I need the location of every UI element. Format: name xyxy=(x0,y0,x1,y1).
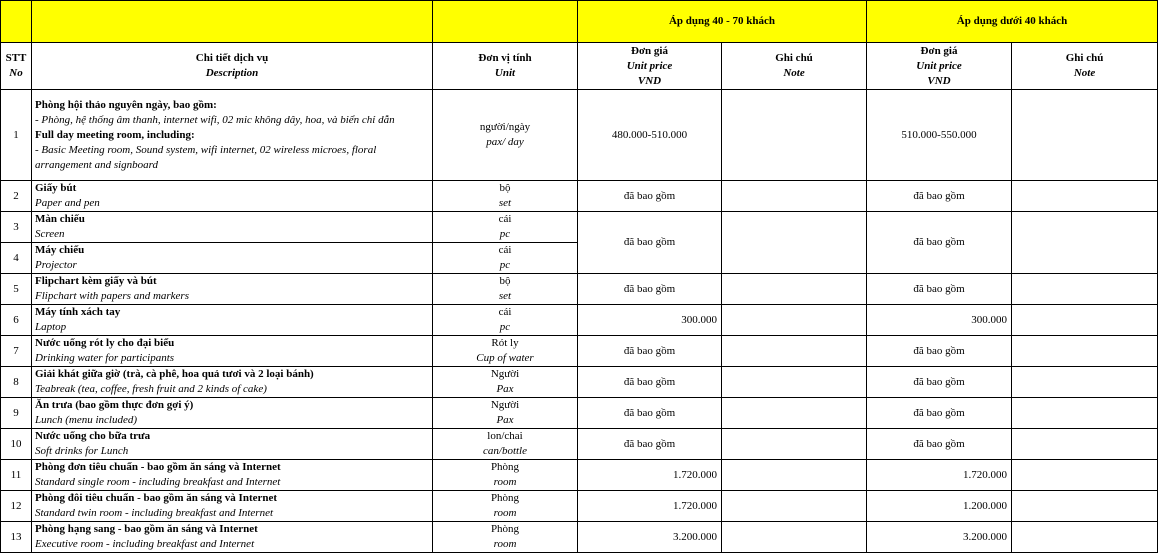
price-a: đã bao gồm xyxy=(578,212,722,274)
row-description xyxy=(32,243,433,274)
desc-title: Máy tính xách tay xyxy=(35,306,121,318)
price-b-header xyxy=(867,43,1012,90)
table-row xyxy=(1,522,1158,553)
note-a-header xyxy=(722,43,867,90)
row-description xyxy=(32,491,433,522)
price-b: 3.200.000 xyxy=(867,522,1012,553)
unit-header xyxy=(433,43,578,90)
group-b-header: Áp dụng dưới 40 khách xyxy=(867,1,1158,43)
note-b xyxy=(1012,212,1158,274)
unit-en: can/bottle xyxy=(483,445,527,457)
unit-vi: người/ngày xyxy=(479,121,531,133)
blank-header-cell xyxy=(433,1,578,43)
price-a: đã bao gồm xyxy=(578,367,722,398)
row-unit xyxy=(433,398,578,429)
desc-line: arrangement and signboard xyxy=(35,158,159,171)
note-a xyxy=(722,491,867,522)
unit-en: pc xyxy=(499,321,511,333)
price-b: đã bao gồm xyxy=(867,398,1012,429)
price-b: đã bao gồm xyxy=(867,212,1012,274)
row-description xyxy=(32,90,433,181)
desc-subtitle: Projector xyxy=(35,259,77,271)
row-description xyxy=(32,181,433,212)
unit-en: set xyxy=(498,290,512,302)
row-unit xyxy=(433,90,578,181)
price-header-currency: VND xyxy=(927,74,951,87)
row-unit xyxy=(433,429,578,460)
row-number: 10 xyxy=(1,429,32,460)
note-header-en: Note xyxy=(1073,67,1096,79)
unit-vi: bộ xyxy=(499,275,511,287)
desc-header xyxy=(32,43,433,90)
note-a xyxy=(722,398,867,429)
table-row xyxy=(1,491,1158,522)
note-b xyxy=(1012,398,1158,429)
note-header-en: Note xyxy=(783,67,805,79)
table-row xyxy=(1,274,1158,305)
table-row xyxy=(1,336,1158,367)
table-row xyxy=(1,429,1158,460)
blank-header-cell xyxy=(32,1,433,43)
desc-subtitle: Standard twin room - including breakfast and Internet xyxy=(35,507,274,519)
price-b: đã bao gồm xyxy=(867,429,1012,460)
unit-vi: Rót ly xyxy=(491,337,519,349)
row-number: 1 xyxy=(1,90,32,181)
unit-en: room xyxy=(493,507,517,519)
desc-title: Máy chiếu xyxy=(35,244,85,256)
price-a: 1.720.000 xyxy=(578,491,722,522)
note-a xyxy=(722,336,867,367)
row-number: 12 xyxy=(1,491,32,522)
unit-vi: Phòng xyxy=(490,523,520,535)
row-unit xyxy=(433,522,578,553)
unit-vi: Phòng xyxy=(490,461,520,473)
desc-title: Phòng đơn tiêu chuẩn - bao gồm ăn sáng và Internet xyxy=(35,461,281,473)
row-number: 8 xyxy=(1,367,32,398)
row-description xyxy=(32,305,433,336)
unit-vi: cái xyxy=(498,213,512,225)
table-row xyxy=(1,367,1158,398)
table-row xyxy=(1,460,1158,491)
price-header-currency: VND xyxy=(637,74,662,87)
desc-line: Full day meeting room, including: xyxy=(35,128,195,141)
row-description xyxy=(32,367,433,398)
group-header-row xyxy=(1,1,1158,43)
desc-title: Nước uống cho bữa trưa xyxy=(35,430,151,442)
row-number: 2 xyxy=(1,181,32,212)
stt-header-en: No xyxy=(9,67,23,79)
unit-vi: Người xyxy=(490,399,520,411)
note-b xyxy=(1012,522,1158,553)
unit-vi: Phòng xyxy=(490,492,520,504)
unit-en: room xyxy=(493,476,517,488)
row-number: 4 xyxy=(1,243,32,274)
note-a xyxy=(722,522,867,553)
desc-title: Phòng đôi tiêu chuẩn - bao gồm ăn sáng và Internet xyxy=(35,492,278,504)
row-description xyxy=(32,460,433,491)
note-a xyxy=(722,305,867,336)
desc-subtitle: Executive room - including breakfast and Internet xyxy=(35,538,255,550)
price-header-en: Unit price xyxy=(626,59,673,72)
price-b: 1.720.000 xyxy=(867,460,1012,491)
row-unit xyxy=(433,274,578,305)
desc-header-en: Description xyxy=(205,67,259,79)
note-b xyxy=(1012,460,1158,491)
unit-en: Pax xyxy=(496,383,514,395)
row-description xyxy=(32,212,433,243)
desc-title: Flipchart kèm giấy và bút xyxy=(35,275,157,287)
row-description xyxy=(32,336,433,367)
price-b: 1.200.000 xyxy=(867,491,1012,522)
note-b xyxy=(1012,429,1158,460)
table-row xyxy=(1,90,1158,181)
row-description xyxy=(32,274,433,305)
row-unit xyxy=(433,243,578,274)
price-a: 300.000 xyxy=(578,305,722,336)
price-a: 480.000-510.000 xyxy=(578,90,722,181)
table-row xyxy=(1,212,1158,243)
desc-line: - Basic Meeting room, Sound system, wifi internet, 02 wireless microes, floral xyxy=(35,143,377,156)
price-b: đã bao gồm xyxy=(867,274,1012,305)
table-row xyxy=(1,181,1158,212)
row-description xyxy=(32,398,433,429)
note-a xyxy=(722,181,867,212)
unit-vi: cái xyxy=(498,244,512,256)
note-b xyxy=(1012,336,1158,367)
price-b: đã bao gồm xyxy=(867,367,1012,398)
unit-vi: Người xyxy=(490,368,520,380)
row-description xyxy=(32,522,433,553)
price-a: đã bao gồm xyxy=(578,398,722,429)
unit-header-vi: Đơn vị tính xyxy=(478,52,532,64)
row-number: 11 xyxy=(1,460,32,491)
note-header-vi: Ghi chú xyxy=(775,52,813,64)
desc-title: Giải khát giữa giờ (trà, cà phê, hoa quả tươi và 2 loại bánh) xyxy=(35,368,314,380)
price-a: đã bao gồm xyxy=(578,181,722,212)
unit-en: set xyxy=(498,197,512,209)
row-unit xyxy=(433,460,578,491)
desc-header-vi: Chi tiết dịch vụ xyxy=(195,52,269,64)
unit-en: room xyxy=(493,538,517,550)
unit-vi: cái xyxy=(498,306,512,318)
row-unit xyxy=(433,305,578,336)
desc-line: Phòng hội thảo nguyên ngày, bao gồm: xyxy=(35,98,217,111)
note-a xyxy=(722,212,867,274)
note-a xyxy=(722,274,867,305)
note-a xyxy=(722,429,867,460)
unit-vi: lon/chai xyxy=(487,430,523,442)
row-description xyxy=(32,429,433,460)
desc-title: Giấy bút xyxy=(35,182,77,194)
note-a xyxy=(722,460,867,491)
desc-line: - Phòng, hệ thống âm thanh, internet wifi, 02 mic không dây, hoa, và biển chỉ dẫn xyxy=(35,113,395,126)
desc-subtitle: Standard single room - including breakfast and Internet xyxy=(35,476,281,488)
desc-title: Phòng hạng sang - bao gồm ăn sáng và Internet xyxy=(35,523,258,535)
stt-header-vi: STT xyxy=(5,52,27,64)
unit-en: Cup of water xyxy=(476,352,534,364)
blank-header-cell xyxy=(1,1,32,43)
price-b: 510.000-550.000 xyxy=(867,90,1012,181)
price-b: đã bao gồm xyxy=(867,181,1012,212)
desc-subtitle: Paper and pen xyxy=(35,197,100,209)
price-a: 3.200.000 xyxy=(578,522,722,553)
unit-vi: bộ xyxy=(499,182,511,194)
price-a: đã bao gồm xyxy=(578,274,722,305)
price-a-header xyxy=(578,43,722,90)
row-number: 5 xyxy=(1,274,32,305)
price-header-vi: Đơn giá xyxy=(920,44,958,57)
note-b xyxy=(1012,305,1158,336)
unit-header-en: Unit xyxy=(494,67,516,79)
note-a xyxy=(722,90,867,181)
note-b xyxy=(1012,274,1158,305)
row-number: 6 xyxy=(1,305,32,336)
row-unit xyxy=(433,181,578,212)
unit-en: pax/ day xyxy=(486,136,524,148)
desc-subtitle: Laptop xyxy=(35,321,67,333)
desc-title: Màn chiếu xyxy=(35,213,85,225)
row-number: 9 xyxy=(1,398,32,429)
group-a-header: Áp dụng 40 - 70 khách xyxy=(578,1,867,43)
price-b: đã bao gồm xyxy=(867,336,1012,367)
note-a xyxy=(722,367,867,398)
row-unit xyxy=(433,491,578,522)
desc-subtitle: Drinking water for participants xyxy=(35,352,175,364)
note-b xyxy=(1012,90,1158,181)
note-header-vi: Ghi chú xyxy=(1065,52,1104,64)
table-row xyxy=(1,305,1158,336)
row-number: 7 xyxy=(1,336,32,367)
row-number: 3 xyxy=(1,212,32,243)
price-b: 300.000 xyxy=(867,305,1012,336)
unit-en: pc xyxy=(499,228,511,240)
unit-en: pc xyxy=(499,259,511,271)
unit-en: Pax xyxy=(496,414,514,426)
desc-subtitle: Teabreak (tea, coffee, fresh fruit and 2 kinds of cake) xyxy=(35,383,267,395)
price-header-en: Unit price xyxy=(916,59,962,72)
desc-title: Ăn trưa (bao gồm thực đơn gợi ý) xyxy=(35,399,194,411)
note-b xyxy=(1012,491,1158,522)
stt-header xyxy=(1,43,32,90)
column-header-row xyxy=(1,43,1158,90)
row-number: 13 xyxy=(1,522,32,553)
row-unit xyxy=(433,212,578,243)
note-b-header xyxy=(1012,43,1158,90)
price-header-vi: Đơn giá xyxy=(631,44,668,57)
note-b xyxy=(1012,367,1158,398)
table-row xyxy=(1,398,1158,429)
row-unit xyxy=(433,367,578,398)
row-unit xyxy=(433,336,578,367)
desc-subtitle: Soft drinks for Lunch xyxy=(35,445,129,457)
desc-subtitle: Lunch (menu included) xyxy=(35,414,138,426)
desc-title: Nước uống rót ly cho đại biểu xyxy=(35,337,175,349)
desc-subtitle: Screen xyxy=(35,228,65,240)
price-a: đã bao gồm xyxy=(578,429,722,460)
price-a: đã bao gồm xyxy=(578,336,722,367)
desc-subtitle: Flipchart with papers and markers xyxy=(35,290,189,302)
price-a: 1.720.000 xyxy=(578,460,722,491)
note-b xyxy=(1012,181,1158,212)
